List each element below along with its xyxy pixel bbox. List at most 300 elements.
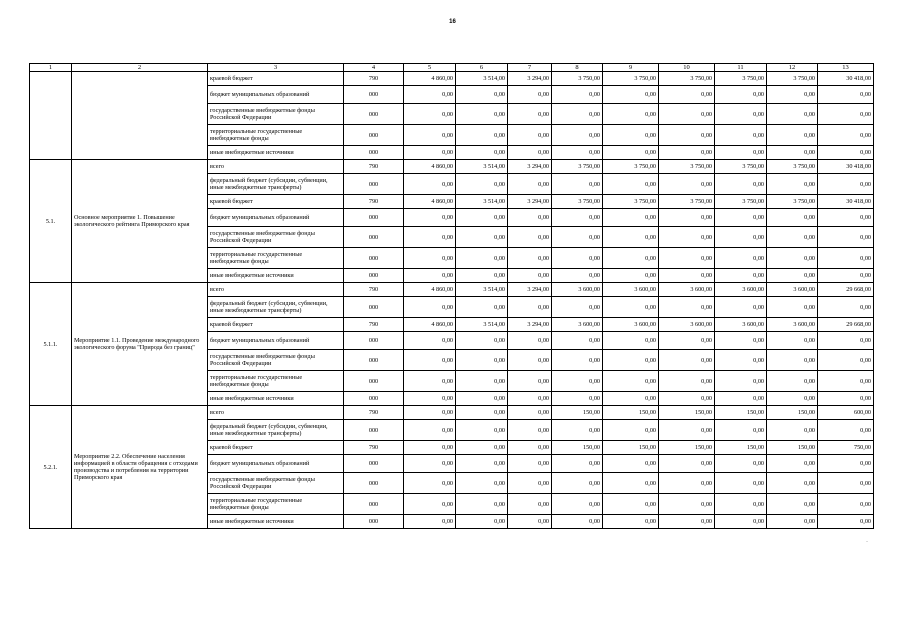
kbk-code: 000: [344, 350, 404, 371]
funding-source: федеральный бюджет (субсидии, субвенции, иные межбюджетные трансферты): [208, 174, 344, 195]
amount-cell: 0,00: [715, 104, 767, 125]
amount-cell: 0,00: [603, 125, 659, 146]
amount-cell: 0,00: [552, 473, 603, 494]
funding-source: краевой бюджет: [208, 72, 344, 86]
amount-cell: 0,00: [603, 227, 659, 248]
kbk-code: 000: [344, 332, 404, 350]
amount-cell: 0,00: [659, 371, 715, 392]
amount-cell: 0,00: [659, 473, 715, 494]
table-row: [30, 406, 874, 420]
amount-cell: 0,00: [603, 209, 659, 227]
amount-cell: 0,00: [404, 406, 456, 420]
funding-source: иные внебюджетные источники: [208, 269, 344, 283]
amount-cell: 0,00: [715, 420, 767, 441]
amount-cell: 0,00: [659, 515, 715, 529]
amount-cell: 3 750,00: [603, 72, 659, 86]
amount-cell: 3 750,00: [552, 160, 603, 174]
amount-cell: 0,00: [767, 125, 818, 146]
amount-cell: 150,00: [715, 406, 767, 420]
amount-cell: 0,00: [715, 455, 767, 473]
kbk-code: 790: [344, 441, 404, 455]
amount-cell: 3 514,00: [456, 160, 508, 174]
kbk-code: 000: [344, 473, 404, 494]
col-header: 12: [767, 64, 818, 72]
amount-cell: 0,00: [456, 455, 508, 473]
amount-cell: 0,00: [508, 174, 552, 195]
amount-cell: 0,00: [715, 350, 767, 371]
amount-cell: 0,00: [603, 392, 659, 406]
amount-cell: 4 860,00: [404, 160, 456, 174]
amount-cell: 0,00: [767, 494, 818, 515]
funding-source: иные внебюджетные источники: [208, 515, 344, 529]
amount-cell: 0,00: [603, 146, 659, 160]
amount-cell: 0,00: [456, 406, 508, 420]
col-header: 1: [30, 64, 72, 72]
amount-cell: 0,00: [456, 227, 508, 248]
amount-cell: 0,00: [552, 332, 603, 350]
amount-cell: 0,00: [404, 146, 456, 160]
amount-cell: 150,00: [552, 406, 603, 420]
amount-cell: 4 860,00: [404, 72, 456, 86]
amount-cell: 0,00: [715, 269, 767, 283]
amount-cell: 0,00: [818, 350, 874, 371]
amount-cell: 4 860,00: [404, 283, 456, 297]
funding-source: иные внебюджетные источники: [208, 392, 344, 406]
amount-cell: 0,00: [508, 515, 552, 529]
funding-source: всего: [208, 406, 344, 420]
amount-cell: 0,00: [818, 371, 874, 392]
scan-mark: ˙: [866, 541, 868, 547]
amount-cell: 0,00: [603, 371, 659, 392]
kbk-code: 000: [344, 248, 404, 269]
amount-cell: 0,00: [508, 406, 552, 420]
amount-cell: 0,00: [603, 494, 659, 515]
amount-cell: 0,00: [603, 332, 659, 350]
amount-cell: 0,00: [818, 86, 874, 104]
amount-cell: 3 294,00: [508, 318, 552, 332]
amount-cell: 0,00: [552, 174, 603, 195]
amount-cell: 3 600,00: [715, 283, 767, 297]
funding-source: краевой бюджет: [208, 318, 344, 332]
amount-cell: 0,00: [456, 248, 508, 269]
funding-source: федеральный бюджет (субсидии, субвенции, иные межбюджетные трансферты): [208, 420, 344, 441]
amount-cell: 3 600,00: [767, 283, 818, 297]
amount-cell: 0,00: [552, 455, 603, 473]
amount-cell: 3 750,00: [715, 160, 767, 174]
amount-cell: 0,00: [404, 227, 456, 248]
amount-cell: 0,00: [552, 350, 603, 371]
funding-source: государственные внебюджетные фонды Российской Федерации: [208, 350, 344, 371]
kbk-code: 790: [344, 72, 404, 86]
amount-cell: 0,00: [818, 455, 874, 473]
amount-cell: 3 750,00: [767, 160, 818, 174]
amount-cell: 3 750,00: [659, 72, 715, 86]
amount-cell: 0,00: [818, 392, 874, 406]
amount-cell: 0,00: [404, 104, 456, 125]
amount-cell: 3 600,00: [659, 283, 715, 297]
amount-cell: 0,00: [818, 125, 874, 146]
kbk-code: 000: [344, 174, 404, 195]
amount-cell: 0,00: [508, 420, 552, 441]
amount-cell: 0,00: [404, 455, 456, 473]
amount-cell: 0,00: [715, 297, 767, 318]
amount-cell: 0,00: [818, 174, 874, 195]
amount-cell: 0,00: [818, 494, 874, 515]
amount-cell: 0,00: [552, 494, 603, 515]
item-name: Мероприятие 2.2. Обеспечение населения информацией в области обращения с отходами производства и потребления на территории Приморского края: [72, 406, 208, 529]
col-header: 13: [818, 64, 874, 72]
amount-cell: 0,00: [818, 104, 874, 125]
amount-cell: 0,00: [404, 392, 456, 406]
amount-cell: 150,00: [552, 441, 603, 455]
amount-cell: 0,00: [456, 371, 508, 392]
amount-cell: 0,00: [508, 269, 552, 283]
amount-cell: 3 600,00: [767, 318, 818, 332]
amount-cell: 0,00: [715, 209, 767, 227]
amount-cell: 0,00: [404, 209, 456, 227]
item-code: 5.1.1.: [30, 283, 72, 406]
amount-cell: 3 600,00: [603, 318, 659, 332]
amount-cell: 0,00: [508, 297, 552, 318]
amount-cell: 3 750,00: [659, 160, 715, 174]
amount-cell: 3 750,00: [767, 195, 818, 209]
amount-cell: 0,00: [552, 269, 603, 283]
amount-cell: 0,00: [659, 146, 715, 160]
amount-cell: 0,00: [456, 86, 508, 104]
amount-cell: 0,00: [456, 441, 508, 455]
item-name: Мероприятие 1.1. Проведение международного экологического форума "Природа без границ": [72, 283, 208, 406]
funding-source: государственные внебюджетные фонды Российской Федерации: [208, 473, 344, 494]
amount-cell: 0,00: [508, 455, 552, 473]
amount-cell: 0,00: [659, 420, 715, 441]
amount-cell: 0,00: [659, 455, 715, 473]
kbk-code: 790: [344, 406, 404, 420]
funding-source: иные внебюджетные источники: [208, 146, 344, 160]
amount-cell: 3 294,00: [508, 160, 552, 174]
amount-cell: 0,00: [767, 269, 818, 283]
amount-cell: 0,00: [659, 392, 715, 406]
funding-source: государственные внебюджетные фонды Российской Федерации: [208, 227, 344, 248]
amount-cell: 0,00: [404, 86, 456, 104]
amount-cell: 0,00: [508, 332, 552, 350]
kbk-code: 790: [344, 283, 404, 297]
table-row: [30, 72, 874, 86]
amount-cell: 0,00: [818, 473, 874, 494]
col-header: 11: [715, 64, 767, 72]
amount-cell: 0,00: [767, 371, 818, 392]
amount-cell: 0,00: [508, 146, 552, 160]
amount-cell: 0,00: [404, 441, 456, 455]
amount-cell: 0,00: [508, 441, 552, 455]
amount-cell: 0,00: [603, 350, 659, 371]
amount-cell: 3 294,00: [508, 72, 552, 86]
amount-cell: 3 750,00: [552, 195, 603, 209]
amount-cell: 3 750,00: [659, 195, 715, 209]
amount-cell: 0,00: [659, 494, 715, 515]
amount-cell: 0,00: [715, 125, 767, 146]
col-header: 2: [72, 64, 208, 72]
amount-cell: 0,00: [552, 420, 603, 441]
amount-cell: 150,00: [659, 406, 715, 420]
kbk-code: 000: [344, 146, 404, 160]
amount-cell: 0,00: [767, 104, 818, 125]
col-header: 9: [603, 64, 659, 72]
col-header: 7: [508, 64, 552, 72]
amount-cell: 3 600,00: [659, 318, 715, 332]
amount-cell: 0,00: [715, 332, 767, 350]
amount-cell: 0,00: [659, 104, 715, 125]
amount-cell: 0,00: [456, 146, 508, 160]
amount-cell: 0,00: [659, 332, 715, 350]
amount-cell: 3 600,00: [552, 318, 603, 332]
amount-cell: 0,00: [456, 420, 508, 441]
amount-cell: 0,00: [715, 86, 767, 104]
kbk-code: 790: [344, 160, 404, 174]
amount-cell: 0,00: [404, 332, 456, 350]
amount-cell: 0,00: [508, 248, 552, 269]
amount-cell: 0,00: [767, 515, 818, 529]
amount-cell: 0,00: [404, 248, 456, 269]
amount-cell: 0,00: [456, 350, 508, 371]
funding-source: бюджет муниципальных образований: [208, 332, 344, 350]
amount-cell: 0,00: [659, 174, 715, 195]
amount-cell: 0,00: [603, 174, 659, 195]
item-name: Основное мероприятие 1. Повышение экологического рейтинга Приморского края: [72, 160, 208, 283]
amount-cell: 0,00: [508, 350, 552, 371]
amount-cell: 0,00: [456, 104, 508, 125]
amount-cell: 0,00: [456, 332, 508, 350]
amount-cell: 0,00: [456, 473, 508, 494]
amount-cell: 150,00: [659, 441, 715, 455]
kbk-code: 000: [344, 104, 404, 125]
amount-cell: 3 514,00: [456, 195, 508, 209]
amount-cell: 30 418,00: [818, 160, 874, 174]
kbk-code: 000: [344, 371, 404, 392]
funding-source: бюджет муниципальных образований: [208, 209, 344, 227]
amount-cell: 0,00: [767, 350, 818, 371]
amount-cell: 0,00: [508, 473, 552, 494]
amount-cell: 0,00: [715, 174, 767, 195]
funding-source: территориальные государственные внебюджетные фонды: [208, 125, 344, 146]
kbk-code: 000: [344, 515, 404, 529]
amount-cell: 4 860,00: [404, 318, 456, 332]
amount-cell: 0,00: [767, 174, 818, 195]
amount-cell: 30 418,00: [818, 72, 874, 86]
amount-cell: 0,00: [456, 269, 508, 283]
item-code: 5.1.: [30, 160, 72, 283]
amount-cell: 30 418,00: [818, 195, 874, 209]
budget-table: [29, 63, 874, 529]
col-header: 3: [208, 64, 344, 72]
amount-cell: 0,00: [508, 104, 552, 125]
amount-cell: 0,00: [715, 494, 767, 515]
funding-source: территориальные государственные внебюджетные фонды: [208, 494, 344, 515]
amount-cell: 0,00: [552, 125, 603, 146]
amount-cell: 0,00: [767, 209, 818, 227]
amount-cell: 0,00: [767, 227, 818, 248]
funding-source: бюджет муниципальных образований: [208, 455, 344, 473]
funding-source: всего: [208, 160, 344, 174]
kbk-code: 000: [344, 392, 404, 406]
amount-cell: 0,00: [456, 125, 508, 146]
amount-cell: 0,00: [767, 146, 818, 160]
amount-cell: 0,00: [818, 515, 874, 529]
amount-cell: 0,00: [818, 248, 874, 269]
amount-cell: 0,00: [404, 297, 456, 318]
kbk-code: 790: [344, 318, 404, 332]
amount-cell: 0,00: [404, 174, 456, 195]
amount-cell: 3 600,00: [715, 318, 767, 332]
kbk-code: 000: [344, 209, 404, 227]
table-row: [30, 283, 874, 297]
amount-cell: 3 514,00: [456, 318, 508, 332]
amount-cell: 0,00: [603, 473, 659, 494]
amount-cell: 0,00: [767, 473, 818, 494]
amount-cell: 0,00: [767, 455, 818, 473]
amount-cell: 0,00: [659, 227, 715, 248]
amount-cell: 0,00: [456, 209, 508, 227]
amount-cell: 0,00: [818, 332, 874, 350]
amount-cell: 0,00: [552, 371, 603, 392]
amount-cell: 0,00: [659, 248, 715, 269]
amount-cell: 0,00: [715, 227, 767, 248]
amount-cell: 150,00: [603, 441, 659, 455]
amount-cell: 0,00: [603, 269, 659, 283]
amount-cell: 3 750,00: [715, 195, 767, 209]
kbk-code: 000: [344, 86, 404, 104]
amount-cell: 3 750,00: [603, 160, 659, 174]
item-code: 5.2.1.: [30, 406, 72, 529]
amount-cell: 0,00: [818, 227, 874, 248]
amount-cell: 0,00: [715, 515, 767, 529]
amount-cell: 0,00: [659, 269, 715, 283]
amount-cell: 0,00: [818, 297, 874, 318]
kbk-code: 000: [344, 297, 404, 318]
amount-cell: 0,00: [404, 515, 456, 529]
amount-cell: 0,00: [767, 297, 818, 318]
amount-cell: 0,00: [818, 209, 874, 227]
amount-cell: 0,00: [715, 473, 767, 494]
amount-cell: 0,00: [603, 420, 659, 441]
amount-cell: 150,00: [603, 406, 659, 420]
amount-cell: 0,00: [603, 248, 659, 269]
amount-cell: 3 750,00: [603, 195, 659, 209]
page-number: 16: [449, 19, 456, 25]
amount-cell: 0,00: [659, 86, 715, 104]
amount-cell: 0,00: [404, 269, 456, 283]
funding-source: государственные внебюджетные фонды Российской Федерации: [208, 104, 344, 125]
amount-cell: 750,00: [818, 441, 874, 455]
column-number-header: [30, 64, 874, 72]
amount-cell: 0,00: [767, 86, 818, 104]
amount-cell: 0,00: [508, 494, 552, 515]
amount-cell: 0,00: [456, 392, 508, 406]
kbk-code: 000: [344, 227, 404, 248]
amount-cell: 0,00: [404, 494, 456, 515]
amount-cell: 0,00: [404, 125, 456, 146]
amount-cell: 29 668,00: [818, 318, 874, 332]
col-header: 4: [344, 64, 404, 72]
amount-cell: 3 294,00: [508, 283, 552, 297]
amount-cell: 0,00: [508, 227, 552, 248]
amount-cell: 0,00: [715, 371, 767, 392]
amount-cell: 3 600,00: [603, 283, 659, 297]
table-row: [30, 160, 874, 174]
amount-cell: 0,00: [404, 473, 456, 494]
amount-cell: 0,00: [818, 269, 874, 283]
col-header: 8: [552, 64, 603, 72]
amount-cell: 29 668,00: [818, 283, 874, 297]
kbk-code: 000: [344, 420, 404, 441]
kbk-code: 000: [344, 455, 404, 473]
amount-cell: 3 514,00: [456, 72, 508, 86]
amount-cell: 3 750,00: [552, 72, 603, 86]
amount-cell: 0,00: [603, 515, 659, 529]
amount-cell: 0,00: [508, 371, 552, 392]
amount-cell: 150,00: [767, 441, 818, 455]
amount-cell: 0,00: [767, 332, 818, 350]
kbk-code: 000: [344, 494, 404, 515]
amount-cell: 0,00: [456, 297, 508, 318]
amount-cell: 150,00: [767, 406, 818, 420]
amount-cell: 0,00: [659, 209, 715, 227]
amount-cell: 0,00: [552, 86, 603, 104]
amount-cell: 0,00: [767, 392, 818, 406]
amount-cell: 0,00: [508, 392, 552, 406]
amount-cell: 0,00: [404, 371, 456, 392]
amount-cell: 4 860,00: [404, 195, 456, 209]
amount-cell: 0,00: [715, 392, 767, 406]
item-name: [72, 72, 208, 160]
amount-cell: 0,00: [603, 104, 659, 125]
col-header: 6: [456, 64, 508, 72]
amount-cell: 0,00: [659, 297, 715, 318]
kbk-code: 000: [344, 269, 404, 283]
funding-source: краевой бюджет: [208, 195, 344, 209]
amount-cell: 3 600,00: [552, 283, 603, 297]
amount-cell: 0,00: [508, 209, 552, 227]
amount-cell: 0,00: [552, 209, 603, 227]
funding-source: федеральный бюджет (субсидии, субвенции, иные межбюджетные трансферты): [208, 297, 344, 318]
col-header: 10: [659, 64, 715, 72]
amount-cell: 0,00: [818, 146, 874, 160]
funding-source: всего: [208, 283, 344, 297]
item-code: [30, 72, 72, 160]
amount-cell: 0,00: [603, 86, 659, 104]
amount-cell: 0,00: [715, 248, 767, 269]
amount-cell: 0,00: [552, 297, 603, 318]
amount-cell: 0,00: [603, 455, 659, 473]
funding-source: бюджет муниципальных образований: [208, 86, 344, 104]
funding-source: территориальные государственные внебюджетные фонды: [208, 371, 344, 392]
amount-cell: 600,00: [818, 406, 874, 420]
amount-cell: 0,00: [715, 146, 767, 160]
col-header: 5: [404, 64, 456, 72]
amount-cell: 3 750,00: [767, 72, 818, 86]
amount-cell: 0,00: [552, 515, 603, 529]
amount-cell: 0,00: [508, 125, 552, 146]
amount-cell: 0,00: [767, 248, 818, 269]
amount-cell: 0,00: [508, 86, 552, 104]
amount-cell: 3 294,00: [508, 195, 552, 209]
funding-source: территориальные государственные внебюджетные фонды: [208, 248, 344, 269]
amount-cell: 0,00: [456, 174, 508, 195]
amount-cell: 0,00: [404, 420, 456, 441]
amount-cell: 0,00: [552, 104, 603, 125]
amount-cell: 0,00: [659, 350, 715, 371]
amount-cell: 0,00: [659, 125, 715, 146]
amount-cell: 0,00: [552, 392, 603, 406]
